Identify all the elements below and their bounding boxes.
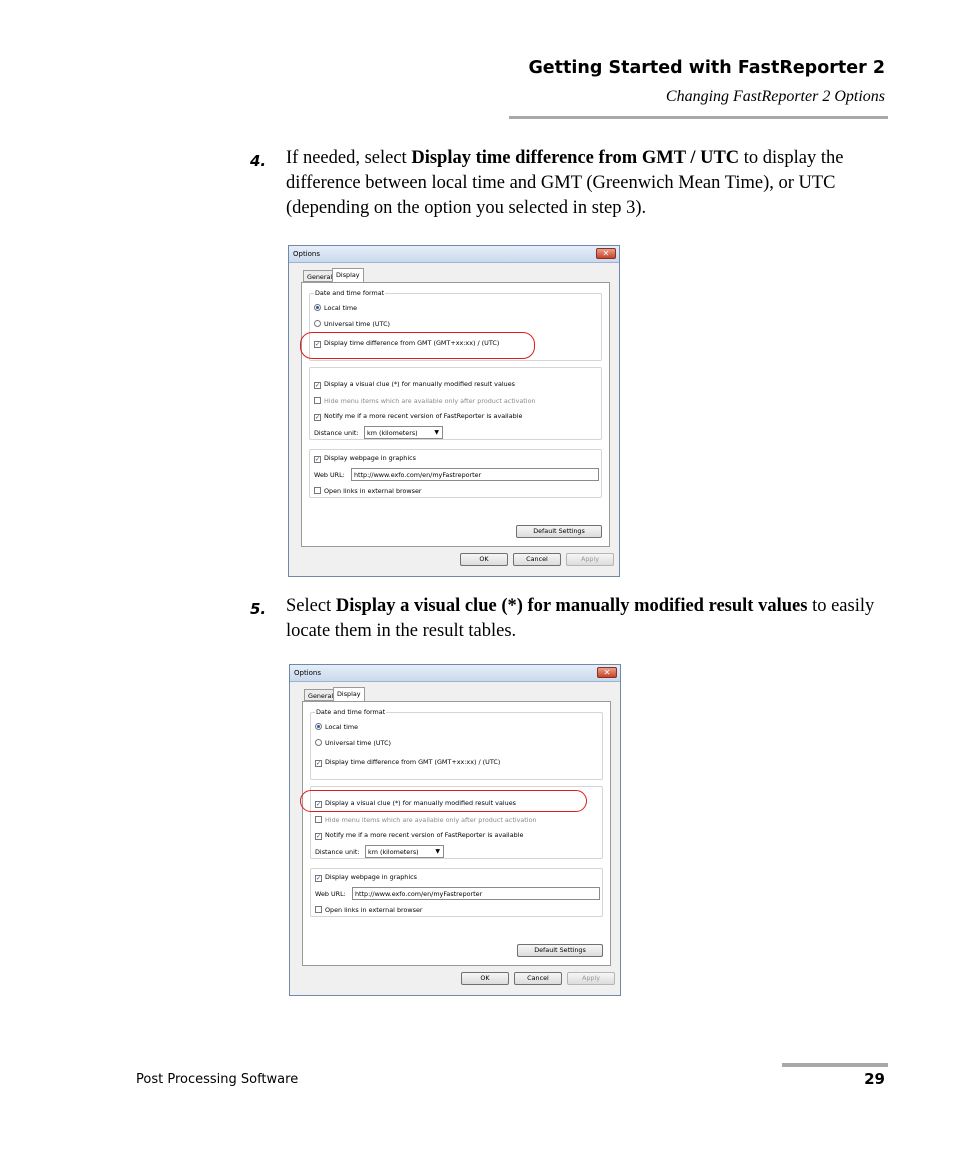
group-date-time <box>310 708 603 780</box>
options-dialog-2 <box>289 664 621 996</box>
checkbox-icon <box>314 487 321 494</box>
checkbox-label: Display webpage in graphics <box>324 454 416 462</box>
step-text-bold: Display time difference from GMT / UTC <box>411 148 740 168</box>
ok-button[interactable]: OK <box>460 553 508 566</box>
group-date-time-label: Date and time format <box>316 708 386 716</box>
radio-icon <box>314 320 321 327</box>
tab-display[interactable]: Display <box>332 268 364 283</box>
checkbox-webpage[interactable] <box>315 873 417 882</box>
radio-local-time[interactable] <box>315 723 358 731</box>
distance-unit-label: Distance unit: <box>315 848 360 856</box>
checkbox-webpage[interactable] <box>314 454 416 463</box>
chevron-down-icon: ▼ <box>434 429 439 436</box>
group-general-options <box>309 367 602 440</box>
cancel-button[interactable]: Cancel <box>513 553 561 566</box>
radio-utc[interactable] <box>314 320 390 328</box>
step-number: 5. <box>250 600 267 618</box>
checkbox-label: Display a visual clue (*) for manually modified result values <box>325 799 516 807</box>
checkbox-checked-icon: ✓ <box>315 456 321 463</box>
distance-unit-label: Distance unit: <box>314 429 359 437</box>
radio-selected-icon <box>315 723 322 730</box>
highlight-ellipse <box>300 332 535 359</box>
radio-label: Local time <box>324 304 358 312</box>
checkbox-visual-clue[interactable] <box>314 380 515 389</box>
tab-display[interactable]: Display <box>333 687 365 702</box>
checkbox-notify[interactable] <box>314 412 522 421</box>
default-settings-button[interactable]: Default Settings <box>517 944 603 957</box>
group-web <box>310 868 603 917</box>
page-header-title: Getting Started with FastReporter 2 <box>528 58 885 78</box>
checkbox-icon <box>315 906 322 913</box>
checkbox-label: Display time difference from GMT (GMT+xx:xx) / (UTC) <box>324 339 500 347</box>
checkbox-label: Notify me if a more recent version of FastReporter is available <box>324 412 523 420</box>
ok-button[interactable]: OK <box>461 972 509 985</box>
distance-unit-value: km (kilometers) <box>367 429 418 437</box>
checkbox-checked-icon: ✓ <box>315 414 321 421</box>
checkbox-checked-icon: ✓ <box>316 760 322 767</box>
checkbox-checked-icon: ✓ <box>316 801 322 808</box>
checkbox-label: Open links in external browser <box>324 487 422 495</box>
checkbox-checked-icon: ✓ <box>316 833 322 840</box>
dialog-titlebar <box>290 665 620 682</box>
checkbox-label: Display a visual clue (*) for manually modified result values <box>324 380 515 388</box>
checkbox-checked-icon: ✓ <box>316 875 322 882</box>
web-url-label: Web URL: <box>315 890 346 898</box>
radio-local-time[interactable] <box>314 304 357 312</box>
checkbox-hide-menu[interactable] <box>314 397 536 405</box>
checkbox-label: Display webpage in graphics <box>325 873 417 881</box>
apply-button[interactable]: Apply <box>567 972 615 985</box>
checkbox-checked-icon: ✓ <box>315 341 321 348</box>
distance-unit-value: km (kilometers) <box>368 848 419 856</box>
step-text <box>286 594 890 644</box>
distance-unit-select[interactable] <box>365 845 444 858</box>
checkbox-label: Notify me if a more recent version of FastReporter is available <box>325 831 524 839</box>
checkbox-hide-menu[interactable] <box>315 816 537 824</box>
display-panel <box>302 701 611 966</box>
checkbox-notify[interactable] <box>315 831 523 840</box>
step-text-post: to easily locate them in the result tables. <box>286 596 875 641</box>
close-icon[interactable]: ✕ <box>597 667 617 678</box>
footer-rule <box>782 1063 888 1067</box>
radio-label: Universal time (UTC) <box>324 320 391 328</box>
page-number: 29 <box>864 1070 885 1088</box>
checkbox-label: Hide menu items which are available only after product activation <box>325 816 537 824</box>
step-text-bold: Display a visual clue (*) for manually modified result values <box>335 596 808 616</box>
header-rule <box>509 116 888 119</box>
chevron-down-icon: ▼ <box>435 848 440 855</box>
web-url-label: Web URL: <box>314 471 345 479</box>
checkbox-open-links[interactable] <box>315 906 423 914</box>
checkbox-label: Display time difference from GMT (GMT+xx:xx) / (UTC) <box>325 758 501 766</box>
web-url-input[interactable]: http://www.exfo.com/en/myFastreporter <box>351 468 599 481</box>
checkbox-label: Hide menu items which are available only after product activation <box>324 397 536 405</box>
highlight-ellipse <box>300 790 587 812</box>
dialog-title: Options <box>293 250 321 258</box>
step-5 <box>250 594 890 644</box>
step-text-post: to display the difference between local time and GMT (Greenwich Mean Time), or UTC (depending on the option you selected in step 3). <box>286 148 844 218</box>
checkbox-icon <box>314 397 321 404</box>
footer-product: Post Processing Software <box>136 1072 299 1087</box>
radio-selected-icon <box>314 304 321 311</box>
radio-utc[interactable] <box>315 739 391 747</box>
step-number: 4. <box>250 152 267 170</box>
default-settings-button[interactable]: Default Settings <box>516 525 602 538</box>
dialog-titlebar <box>289 246 619 263</box>
checkbox-icon <box>315 816 322 823</box>
radio-label: Local time <box>325 723 359 731</box>
step-text <box>286 146 890 221</box>
group-web <box>309 449 602 498</box>
options-dialog-1 <box>288 245 620 577</box>
checkbox-checked-icon: ✓ <box>315 382 321 389</box>
dialog-title: Options <box>294 669 322 677</box>
web-url-input[interactable]: http://www.exfo.com/en/myFastreporter <box>352 887 600 900</box>
step-text-pre: Select <box>286 596 336 616</box>
tab-general[interactable]: General <box>303 270 336 282</box>
display-panel <box>301 282 610 547</box>
page-header-subtitle: Changing FastReporter 2 Options <box>665 88 885 105</box>
checkbox-open-links[interactable] <box>314 487 422 495</box>
cancel-button[interactable]: Cancel <box>514 972 562 985</box>
tab-general[interactable]: General <box>304 689 337 701</box>
apply-button[interactable]: Apply <box>566 553 614 566</box>
step-text-pre: If needed, select <box>286 148 412 168</box>
checkbox-label: Open links in external browser <box>325 906 423 914</box>
distance-unit-select[interactable] <box>364 426 443 439</box>
step-4 <box>250 146 890 221</box>
group-date-time-label: Date and time format <box>315 289 385 297</box>
radio-label: Universal time (UTC) <box>325 739 392 747</box>
checkbox-gmt-diff[interactable] <box>315 758 500 767</box>
radio-icon <box>315 739 322 746</box>
close-icon[interactable]: ✕ <box>596 248 616 259</box>
